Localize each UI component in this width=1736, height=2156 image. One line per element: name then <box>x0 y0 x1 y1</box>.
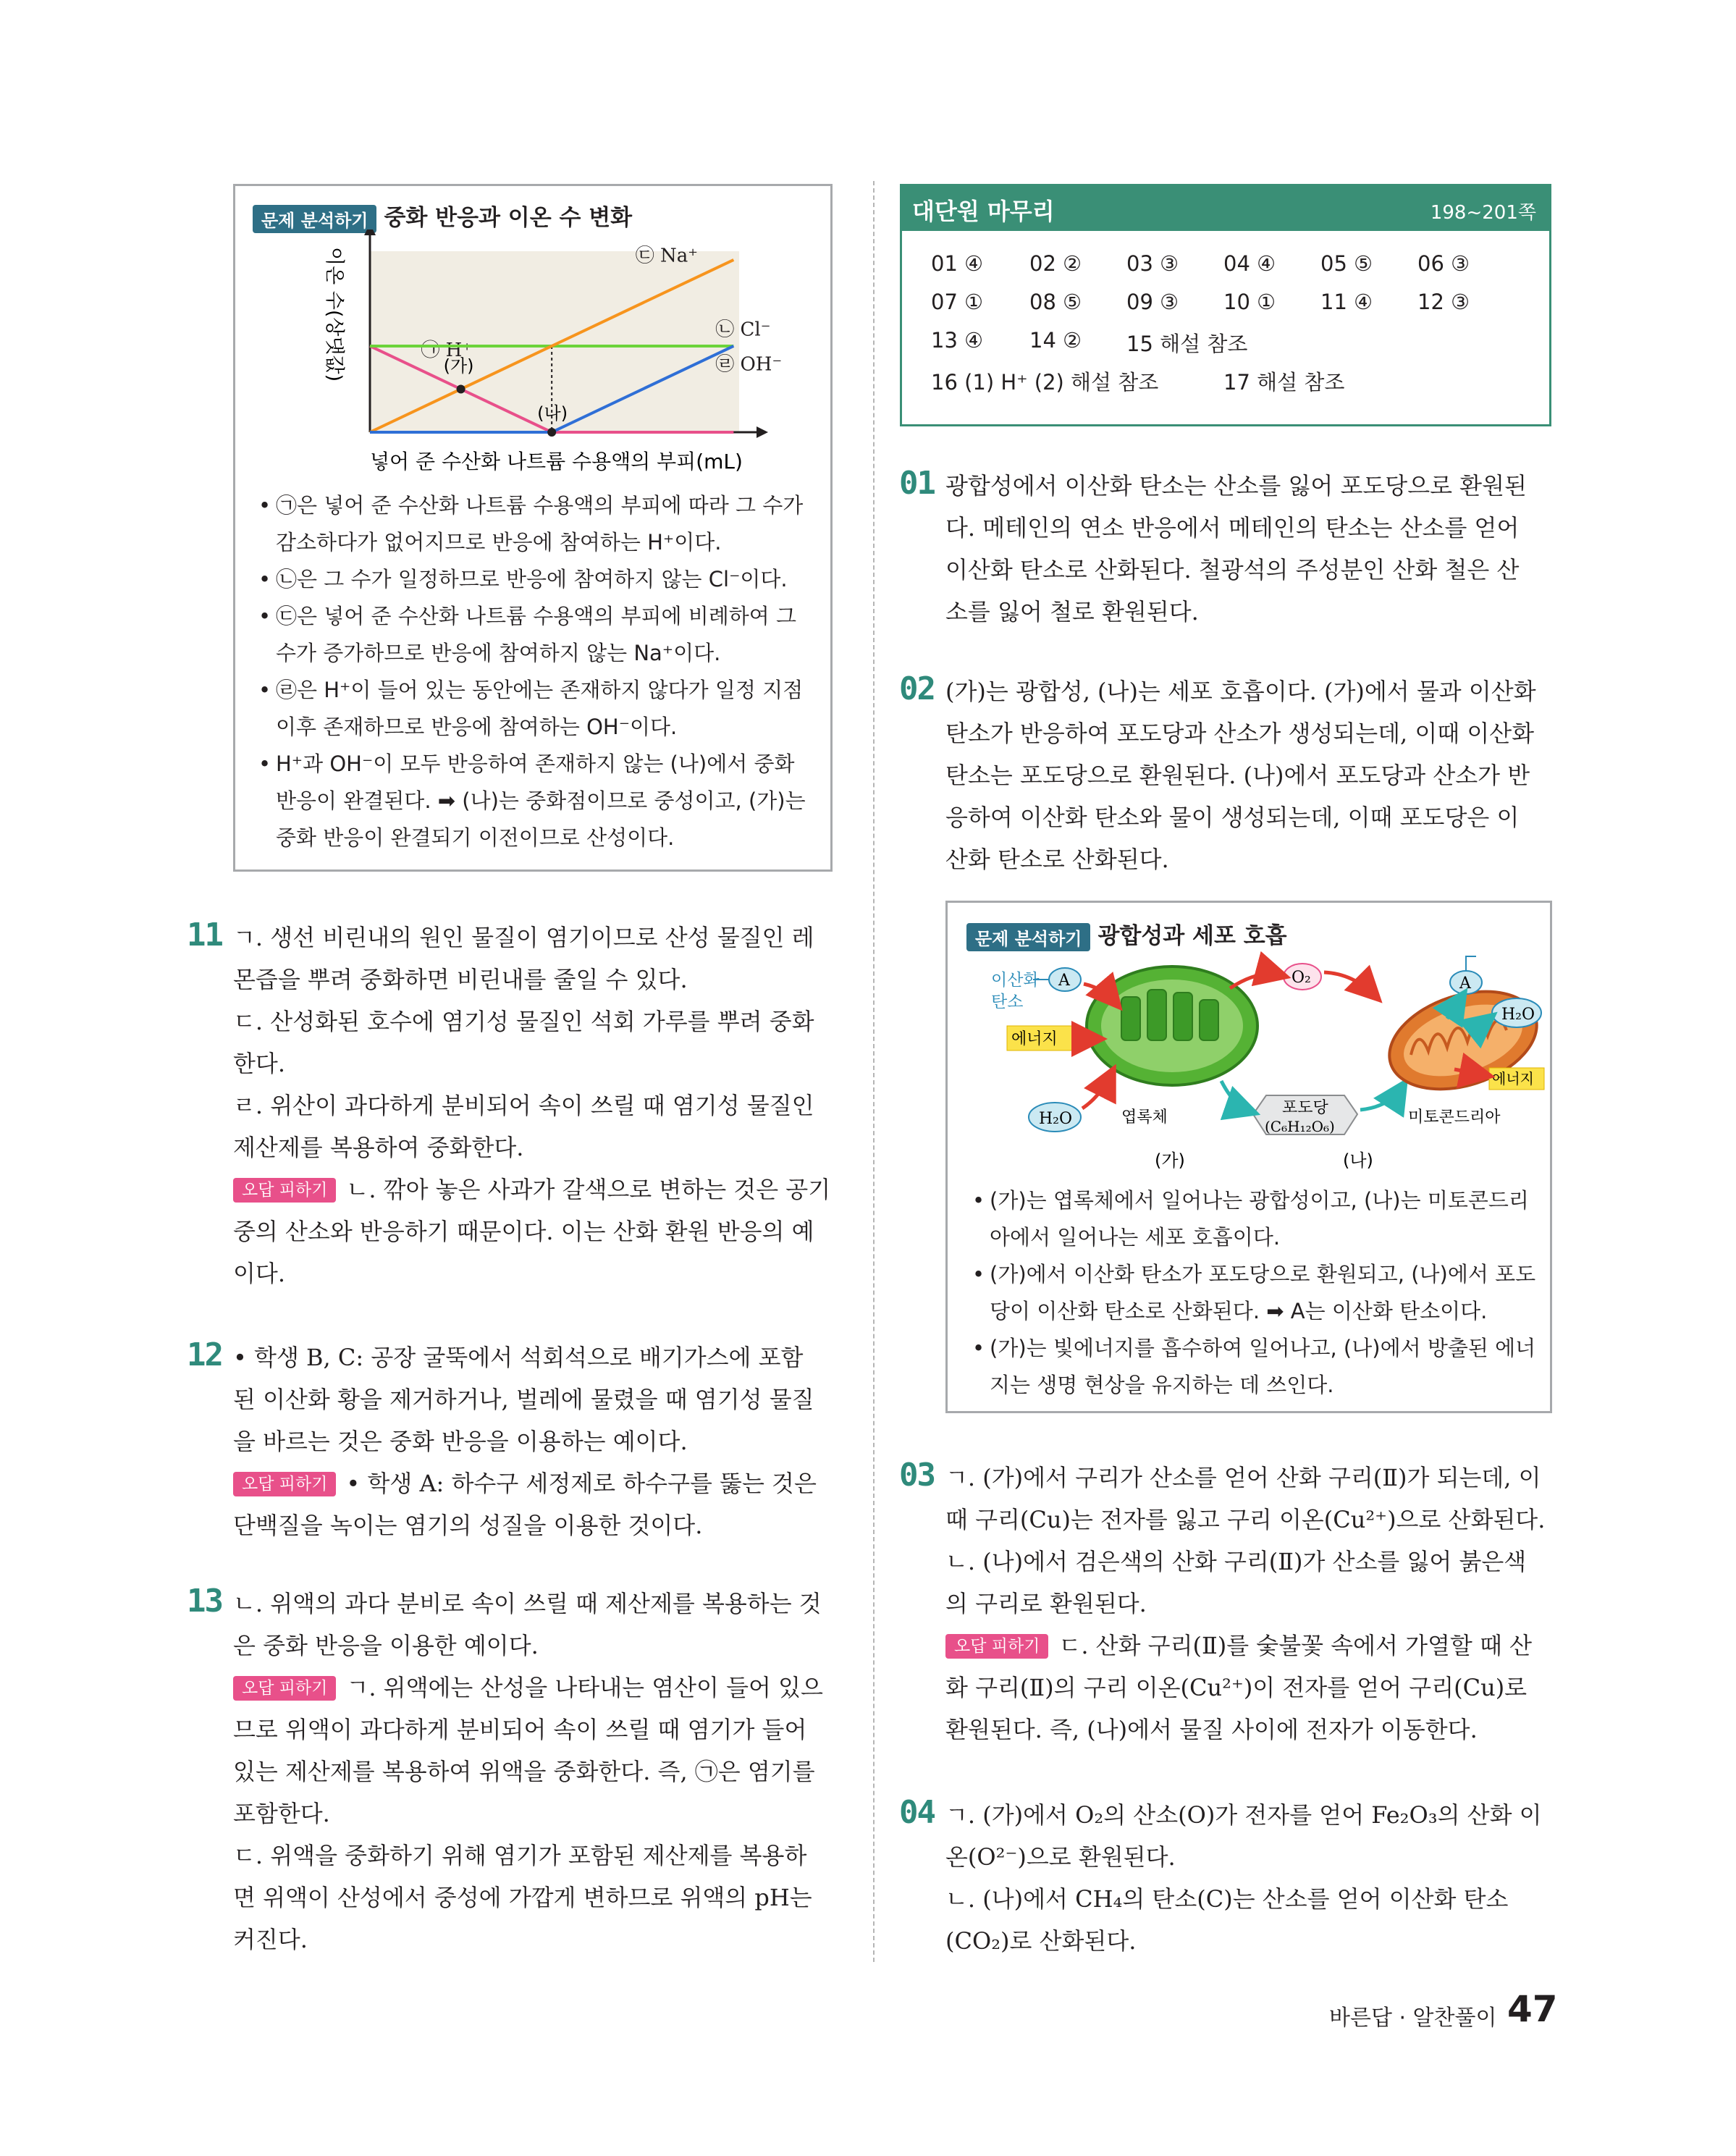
bullet-item: • (가)는 빛에너지를 흡수하여 일어나고, (나)에서 방출된 에너지는 생명 현상을 유지하는 데 쓰인다. <box>972 1330 1537 1404</box>
series-label: ㉢ Na⁺ <box>635 245 698 267</box>
answer-key-item: 13 ④ <box>931 328 984 353</box>
co2-left-label: 이산화 <box>991 971 1040 990</box>
bullet-item: • ㉢은 넣어 준 수산화 나트륨 수용액의 부피에 비례하여 그 수가 증가하므로 반응에 참여하지 않는 Na⁺이다. <box>258 598 816 672</box>
unit-summary-header <box>902 186 1549 231</box>
answer-line: (가)는 광합성, (나)는 세포 호흡이다. (가)에서 물과 이산화 <box>945 678 1536 705</box>
answer-02-text <box>945 670 1554 880</box>
answer-line: 오답 피하기 • 학생 A: 하수구 세정제로 하수구를 뚫는 것은 <box>233 1462 841 1504</box>
series-label: ㉣ OH⁻ <box>715 353 783 376</box>
answer-key-item: 07 ① <box>931 290 984 314</box>
bullet-item: • ㉣은 H⁺이 들어 있는 동안에는 존재하지 않다가 일정 지점이후 존재하므로 반응에 참여하는 OH⁻이다. <box>258 672 816 746</box>
answer-12-text <box>233 1336 841 1546</box>
answer-key-item: 15 해설 참조 <box>1126 332 1248 356</box>
answer-line: 오답 피하기 ㄱ. 위액에는 산성을 나타내는 염산이 들어 있으 <box>233 1667 841 1709</box>
answer-line: ㄴ. 위액의 과다 분비로 속이 쓰릴 때 제산제를 복용하는 것 <box>233 1590 822 1617</box>
answer-key-item: 04 ④ <box>1223 251 1276 276</box>
answer-11-number: 11 <box>187 917 222 953</box>
label-na: (나) <box>1343 1150 1373 1171</box>
answer-line: 단백질을 녹이는 염기의 성질을 이용한 것이다. <box>233 1512 703 1539</box>
answer-line: 광합성에서 이산화 탄소는 산소를 잃어 포도당으로 환원된 <box>945 472 1527 500</box>
y-axis-arrow <box>364 230 376 235</box>
answer-line: ㄷ. 산성화된 호수에 염기성 물질인 석회 가루를 뿌려 중화 <box>233 1008 814 1035</box>
answer-11-text <box>233 917 841 1294</box>
a-right-label: A <box>1459 974 1471 993</box>
glucose-label: 포도당 <box>1282 1099 1328 1117</box>
bullet-item: • ㉠은 넣어 준 수산화 나트륨 수용액의 부피에 따라 그 수가 감소하다가 없어지므로 반응에 참여하는 H⁺이다. <box>258 487 816 561</box>
y-axis-label: 이온 수(상댓값) <box>323 247 345 382</box>
photosynthesis-respiration-diagram <box>948 903 1550 1192</box>
answer-key-item: 05 ⑤ <box>1320 251 1373 276</box>
answer-line: 포함한다. <box>233 1800 330 1827</box>
answer-line: (CO₂)로 산화된다. <box>945 1927 1137 1955</box>
wrong-answer-tag: 오답 피하기 <box>233 1676 336 1701</box>
answer-01-text <box>945 465 1554 633</box>
answer-line: 므로 위액이 과다하게 분비되어 속이 쓰릴 때 염기가 들어 <box>233 1716 807 1743</box>
answer-key-item: 02 ② <box>1029 251 1082 276</box>
answer-key-item: 14 ② <box>1029 328 1082 353</box>
answer-line: ㄴ. (나)에서 검은색의 산화 구리(Ⅱ)가 산소를 잃어 붉은색 <box>945 1548 1527 1575</box>
answer-line: 산화 탄소로 산화된다. <box>945 846 1169 873</box>
energy-left-label: 에너지 <box>1011 1030 1058 1048</box>
bullet-item: • (가)에서 이산화 탄소가 포도당으로 환원되고, (나)에서 포도당이 이산화 탄소로 산화된다. ➡ A는 이산화 탄소이다. <box>972 1256 1537 1330</box>
energy-right-label: 에너지 <box>1492 1070 1534 1087</box>
answer-key-item: 16 (1) H⁺ (2) 해설 참조 <box>931 370 1159 395</box>
photosynthesis-bullets <box>972 1182 1537 1404</box>
answer-key-item: 17 해설 참조 <box>1223 370 1345 395</box>
answer-line: 소를 잃어 철로 환원된다. <box>945 598 1199 626</box>
co2-left-label-2: 탄소 <box>991 993 1024 1011</box>
h2o-left-label: H₂O <box>1039 1110 1073 1128</box>
answer-key-item: 08 ⑤ <box>1029 290 1082 314</box>
o2-arrow-out <box>1324 972 1375 995</box>
ion-analysis-bullets <box>258 487 816 856</box>
h2o-right-label: H₂O <box>1501 1006 1535 1024</box>
footer-label: 바른답 · 알찬풀이 <box>1329 2005 1497 2031</box>
answer-line: 중의 산소와 반응하기 때문이다. 이는 산화 환원 반응의 예 <box>233 1218 814 1245</box>
unit-summary-box <box>900 184 1551 426</box>
bullet-item: • (가)는 엽록체에서 일어나는 광합성이고, (나)는 미토콘드리아에서 일어나는 세포 호흡이다. <box>972 1182 1537 1256</box>
point-label: (나) <box>537 403 568 424</box>
answer-line: 오답 피하기 ㄷ. 산화 구리(Ⅱ)를 숯불꽃 속에서 가열할 때 산 <box>945 1625 1554 1667</box>
glucose-arrow-in <box>1221 1081 1250 1111</box>
bullet-item: • H⁺과 OH⁻이 모두 반응하여 존재하지 않는 (나)에서 중화 반응이 완결된다. ➡ (나)는 중화점이므로 중성이고, (가)는 중화 반응이 완결되기 이전이므로 산성이다. <box>258 746 816 856</box>
answer-line: 한다. <box>233 1050 285 1077</box>
answer-key-item: 11 ④ <box>1320 290 1373 314</box>
analysis-tag: 문제 분석하기 <box>253 205 376 233</box>
ion-analysis-title <box>253 199 632 233</box>
chloroplast-image <box>1087 967 1257 1085</box>
answer-line: ㄹ. 위산이 과다하게 분비되어 속이 쓰릴 때 염기성 물질인 <box>233 1092 814 1119</box>
answer-key-item: 03 ③ <box>1126 251 1179 276</box>
a-left-label: A <box>1058 972 1070 990</box>
h2o-arrow-in <box>1082 1074 1111 1108</box>
glucose-formula: (C₆H₁₂O₆) <box>1265 1118 1335 1135</box>
o2-label: O₂ <box>1292 969 1311 987</box>
x-axis-arrow <box>757 426 768 438</box>
label-ga: (가) <box>1155 1150 1185 1171</box>
answer-key-item: 09 ③ <box>1126 290 1179 314</box>
wrong-answer-tag: 오답 피하기 <box>945 1634 1048 1659</box>
answer-key-item: 12 ③ <box>1417 290 1470 314</box>
answer-key-item: 10 ① <box>1223 290 1276 314</box>
chloroplast-label: 엽록체 <box>1121 1108 1168 1127</box>
answer-line: ㄱ. (가)에서 O₂의 산소(O)가 전자를 얻어 Fe₂O₃의 산화 이 <box>945 1801 1542 1829</box>
answer-line: 된 이산화 황을 제거하거나, 벌레에 물렸을 때 염기성 물질 <box>233 1386 814 1413</box>
answer-line: 환원된다. 즉, (나)에서 물질 사이에 전자가 이동한다. <box>945 1716 1478 1743</box>
photosynthesis-analysis-box <box>945 901 1552 1413</box>
answer-line: ㄷ. 위액을 중화하기 위해 염기가 포함된 제산제를 복용하 <box>233 1842 807 1869</box>
answer-line: 제산제를 복용하여 중화한다. <box>233 1134 524 1161</box>
answer-04-number: 04 <box>899 1794 935 1831</box>
answer-line: ㄴ. (나)에서 CH₄의 탄소(C)는 산소를 얻어 이산화 탄소 <box>945 1885 1509 1913</box>
answer-line: 탄소는 포도당으로 환원된다. (나)에서 포도당과 산소가 반 <box>945 762 1530 789</box>
answer-line: 이다. <box>233 1260 285 1287</box>
wrong-answer-tag: 오답 피하기 <box>233 1472 336 1496</box>
answer-line: 을 바르는 것은 중화 반응을 이용하는 예이다. <box>233 1428 688 1455</box>
answer-03-text <box>945 1457 1554 1751</box>
answer-12-number: 12 <box>187 1336 222 1373</box>
answer-line: 다. 메테인의 연소 반응에서 메테인의 탄소는 산소를 얻어 <box>945 514 1520 542</box>
answer-line: 있는 제산제를 복용하여 위액을 중화한다. 즉, ㉠은 염기를 <box>233 1758 815 1785</box>
glucose-arrow-out <box>1360 1087 1402 1110</box>
series-label: ㉡ Cl⁻ <box>715 319 771 341</box>
answer-line: 의 구리로 환원된다. <box>945 1590 1147 1617</box>
column-divider <box>873 181 875 1962</box>
answer-03-number: 03 <box>899 1457 935 1494</box>
answer-line: 이산화 탄소로 산화된다. 철광석의 주성분인 산화 철은 산 <box>945 556 1520 584</box>
analysis-tag: 문제 분석하기 <box>966 923 1090 951</box>
analysis-title-text: 광합성과 세포 호흡 <box>1097 923 1287 949</box>
answer-line: 커진다. <box>233 1926 308 1953</box>
unit-summary-pages: 198~201쪽 <box>1430 202 1536 224</box>
answer-line: 은 중화 반응을 이용한 예이다. <box>233 1632 539 1659</box>
answer-02-number: 02 <box>899 670 935 707</box>
analysis-title-text: 중화 반응과 이온 수 변화 <box>384 205 633 231</box>
answer-01-number: 01 <box>899 465 935 502</box>
wrong-answer-tag: 오답 피하기 <box>233 1178 336 1203</box>
answer-line: 탄소가 반응하여 포도당과 산소가 생성되는데, 이때 이산화 <box>945 720 1535 747</box>
answer-line: ㄱ. (가)에서 구리가 산소를 얻어 산화 구리(Ⅱ)가 되는데, 이 <box>945 1464 1541 1491</box>
answer-04-text <box>945 1794 1554 1962</box>
page-number: 47 <box>1507 1988 1558 2030</box>
point-marker <box>547 428 556 437</box>
answer-line: ㄱ. 생선 비린내의 원인 물질이 염기이므로 산성 물질인 레 <box>233 924 814 951</box>
answer-key-item: 06 ③ <box>1417 251 1470 276</box>
point-label: (가) <box>443 355 474 376</box>
answer-line: 몬즙을 뿌려 중화하면 비린내를 줄일 수 있다. <box>233 966 688 993</box>
unit-summary-title: 대단원 마무리 <box>912 198 1055 225</box>
point-marker <box>457 384 465 393</box>
mitochondria-label: 미토콘드리아 <box>1408 1108 1501 1127</box>
answer-line: 면 위액이 산성에서 중성에 가깝게 변하므로 위액의 pH는 <box>233 1884 812 1911</box>
bullet-item: • ㉡은 그 수가 일정하므로 반응에 참여하지 않는 Cl⁻이다. <box>258 561 816 598</box>
answer-line: 응하여 이산화 탄소와 물이 생성되는데, 이때 포도당은 이 <box>945 804 1520 831</box>
series-label: ㉠ H⁺ <box>421 340 473 362</box>
answer-13-number: 13 <box>187 1583 222 1620</box>
answer-line: • 학생 B, C: 공장 굴뚝에서 석회석으로 배기가스에 포함 <box>233 1344 804 1371</box>
answer-line: 온(O²⁻)으로 환원된다. <box>945 1843 1176 1871</box>
answer-line: 화 구리(Ⅱ)의 구리 이온(Cu²⁺)이 전자를 얻어 구리(Cu)로 <box>945 1674 1528 1701</box>
answer-13-text <box>233 1583 841 1961</box>
x-axis-label: 넣어 준 수산화 나트륨 수용액의 부피(mL) <box>370 450 743 473</box>
answer-key-item: 01 ④ <box>931 251 984 276</box>
ion-analysis-box <box>233 184 833 872</box>
answer-line: 때 구리(Cu)는 전자를 잃고 구리 이온(Cu²⁺)으로 산화된다. <box>945 1506 1546 1533</box>
answer-line: 오답 피하기 ㄴ. 깎아 놓은 사과가 갈색으로 변하는 것은 공기 <box>233 1168 841 1210</box>
